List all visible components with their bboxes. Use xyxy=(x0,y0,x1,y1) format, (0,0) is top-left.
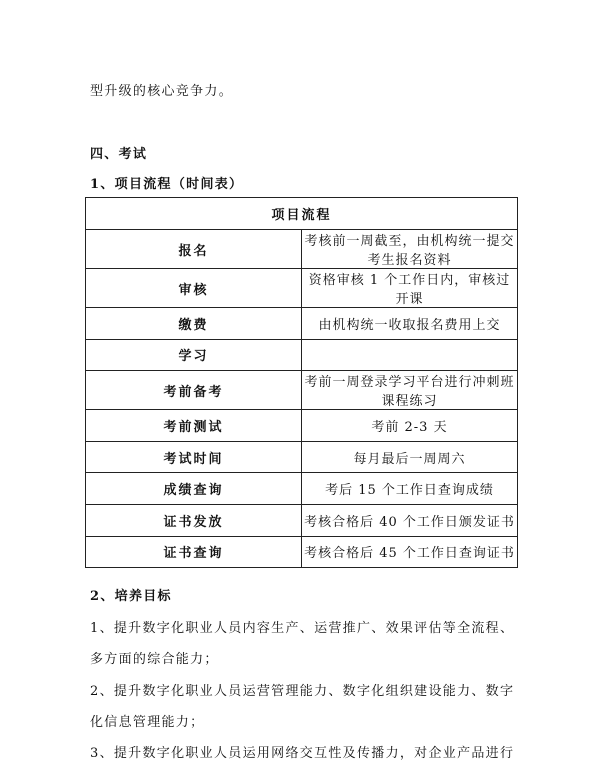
table-row xyxy=(86,371,518,410)
row-label: 审核 xyxy=(86,269,302,308)
goal-text: 3、提升数字化职业人员运用网络交互性及传播力，对企业产品进行 xyxy=(90,746,515,761)
table-row xyxy=(86,504,518,536)
schedule-table xyxy=(85,197,518,568)
goal-text-continued: 多方面的综合能力； xyxy=(90,652,219,667)
row-value: 考核前一周截至，由机构统一提交考生报名资料 xyxy=(302,230,518,269)
table-row xyxy=(86,339,518,371)
table-header-row xyxy=(86,198,518,230)
row-label: 证书查询 xyxy=(86,536,302,568)
row-value xyxy=(302,339,518,371)
section-heading: 四、考试 xyxy=(90,147,148,162)
row-value: 由机构统一收取报名费用上交 xyxy=(302,308,518,340)
row-label: 学习 xyxy=(86,339,302,371)
row-value: 考前一周登录学习平台进行冲刺班课程练习 xyxy=(302,371,518,410)
table-heading: 1、项目流程（时间表） xyxy=(90,177,244,192)
table-row xyxy=(86,536,518,568)
row-label: 证书发放 xyxy=(86,504,302,536)
row-label: 考试时间 xyxy=(86,441,302,473)
goal-text: 2、提升数字化职业人员运营管理能力、数字化组织建设能力、数字 xyxy=(90,684,515,699)
row-label: 缴费 xyxy=(86,308,302,340)
table-row xyxy=(86,308,518,340)
goal-text: 1、提升数字化职业人员内容生产、运营推广、效果评估等全流程、 xyxy=(90,621,515,636)
table-row xyxy=(86,269,518,308)
row-label: 报名 xyxy=(86,230,302,269)
row-value: 考核合格后 40 个工作日颁发证书 xyxy=(302,504,518,536)
row-label: 考前测试 xyxy=(86,410,302,442)
row-value: 每月最后一周周六 xyxy=(302,441,518,473)
row-value: 考后 15 个工作日查询成绩 xyxy=(302,473,518,505)
table-row xyxy=(86,230,518,269)
row-value: 考核合格后 45 个工作日查询证书 xyxy=(302,536,518,568)
table-row xyxy=(86,410,518,442)
goals-heading: 2、培养目标 xyxy=(90,589,172,604)
goal-text-continued: 化信息管理能力； xyxy=(90,715,205,730)
table-row xyxy=(86,473,518,505)
row-value: 资格审核 1 个工作日内，审核过开课 xyxy=(302,269,518,308)
intro-text: 型升级的核心竞争力。 xyxy=(90,84,234,99)
table-header-cell: 项目流程 xyxy=(86,198,518,230)
table-row xyxy=(86,441,518,473)
row-label: 考前备考 xyxy=(86,371,302,410)
row-label: 成绩查询 xyxy=(86,473,302,505)
row-value: 考前 2-3 天 xyxy=(302,410,518,442)
